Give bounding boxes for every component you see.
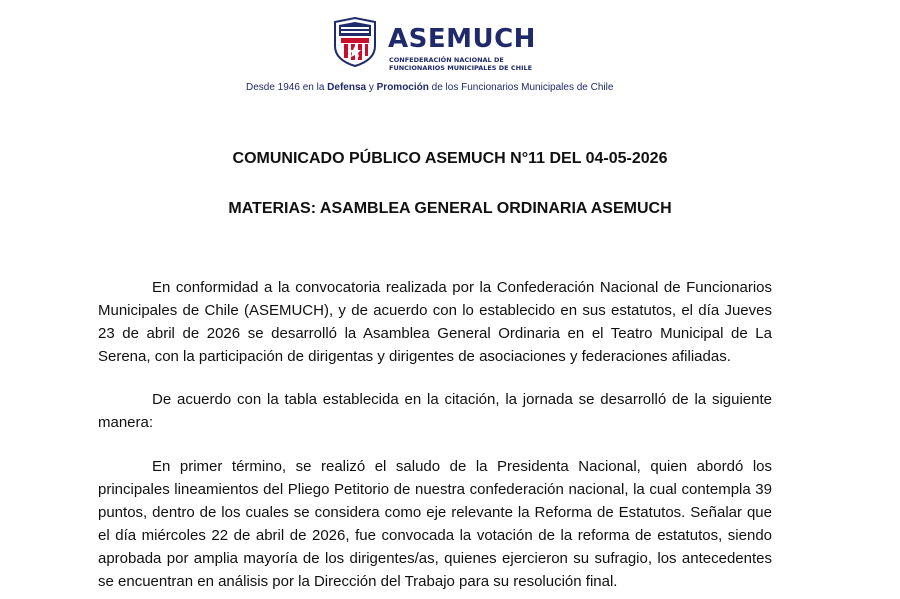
asemuch-seal-icon bbox=[331, 16, 379, 68]
brand-subtitle bbox=[389, 56, 532, 72]
tagline-bold2: Promoción bbox=[376, 82, 429, 93]
paragraph-1: En conformidad a la convocatoria realizada por la Confederación Nacional de Funcionarios Municipales de Chile (ASEMUCH), y de acuerdo con lo establecido en sus estatutos, el día Jueves 23 de abril de 2026 se desarrolló la Asamblea General Ordinaria en el Teatro Municipal de La Serena, con la participación de dirigentas y dirigentes de asociaciones y federaciones afiliadas. bbox=[98, 279, 772, 365]
paragraph-2: De acuerdo con la tabla establecida en la citación, la jornada se desarrolló de la siguiente manera: bbox=[98, 391, 772, 431]
tagline-part3: de los Funcionarios Municipales de Chile bbox=[428, 82, 614, 93]
tagline-part2: y bbox=[366, 82, 377, 93]
letterhead bbox=[0, 10, 900, 100]
brand-subtitle-line1: CONFEDERACIÓN NACIONAL DE bbox=[389, 56, 504, 64]
brand-name: ASEMUCH bbox=[388, 24, 536, 54]
tagline bbox=[246, 82, 613, 93]
document-subject: MATERIAS: ASAMBLEA GENERAL ORDINARIA ASEMUCH bbox=[228, 200, 672, 217]
tagline-bold1: Defensa bbox=[327, 82, 367, 93]
brand-subtitle-line2: FUNCIONARIOS MUNICIPALES DE CHILE bbox=[389, 64, 533, 72]
document-title: COMUNICADO PÚBLICO ASEMUCH N°11 DEL 04-05-2026 bbox=[232, 150, 668, 167]
paragraph-3: En primer término, se realizó el saludo de la Presidenta Nacional, quien abordó los principales lineamientos del Pliego Petitorio de nuestra confederación nacional, la cual contempla 39 puntos, dentro de los cuales se considera como eje relevante la Reforma de Estatutos. Señalar que el día miércoles 22 de abril de 2026, fue convocada la votación de la reforma de estatutos, siendo aprobada por amplia mayoría de los dirigentes/as, quienes ejercieron su sufragio, los antecedentes se encuentran en análisis por la Dirección del Trabajo para su resolución final. bbox=[98, 458, 772, 590]
tagline-part1: Desde 1946 en la bbox=[246, 82, 328, 93]
